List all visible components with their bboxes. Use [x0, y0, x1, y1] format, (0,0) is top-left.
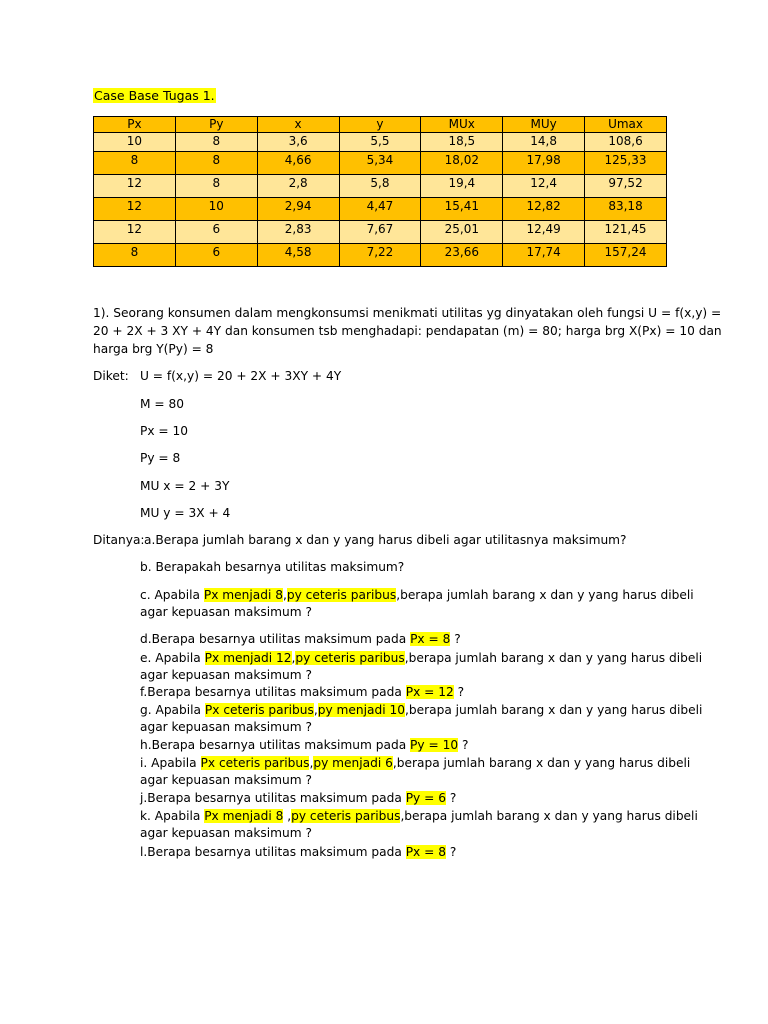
question-b: b. Berapakah besarnya utilitas maksimum? [140, 560, 405, 574]
question-c: c. Apabila Px menjadi 8,py ceteris paribus,berapa jumlah barang x dan y yang harus dibeli [140, 588, 694, 602]
table-cell: 5,34 [339, 152, 421, 175]
table-cell: 2,83 [257, 221, 339, 244]
table-cell: 23,66 [421, 244, 503, 267]
diket-item: U = f(x,y) = 20 + 2X + 3XY + 4Y [140, 369, 342, 383]
table-cell: 12 [94, 175, 176, 198]
header-y: y [339, 117, 421, 133]
ditanya-label: Ditanya: [93, 533, 145, 547]
question-d: d.Berapa besarnya utilitas maksimum pada Px = 8 ? [140, 632, 461, 646]
table-row [94, 198, 667, 221]
table-cell: 108,6 [585, 133, 667, 152]
problem-line-1: 1). Seorang konsumen dalam mengkonsumsi menikmati utilitas yg dinyatakan oleh fungsi U = f(x,y) = [93, 306, 722, 320]
header-px: Px [94, 117, 176, 133]
table-cell: 19,4 [421, 175, 503, 198]
header-umax: Umax [585, 117, 667, 133]
table-cell: 4,58 [257, 244, 339, 267]
table-cell: 10 [94, 133, 176, 152]
question-c-cont: agar kepuasan maksimum ? [140, 605, 312, 619]
table-cell: 125,33 [585, 152, 667, 175]
table-cell: 83,18 [585, 198, 667, 221]
table-cell: 4,66 [257, 152, 339, 175]
question-i-cont: agar kepuasan maksimum ? [140, 773, 312, 787]
header-muy: MUy [503, 117, 585, 133]
table-cell: 12,4 [503, 175, 585, 198]
table-cell: 12 [94, 198, 176, 221]
table-cell: 8 [175, 175, 257, 198]
header-py: Py [175, 117, 257, 133]
table-cell: 17,74 [503, 244, 585, 267]
problem-line-3: harga brg Y(Py) = 8 [93, 342, 214, 356]
question-e-cont: agar kepuasan maksimum ? [140, 668, 312, 682]
table-row [94, 244, 667, 267]
table-cell: 15,41 [421, 198, 503, 221]
table-cell: 2,8 [257, 175, 339, 198]
data-table [93, 116, 667, 267]
question-i: i. Apabila Px ceteris paribus,py menjadi 6,berapa jumlah barang x dan y yang harus dibeli [140, 756, 691, 770]
table-cell: 12,82 [503, 198, 585, 221]
question-e: e. Apabila Px menjadi 12,py ceteris paribus,berapa jumlah barang x dan y yang harus dibeli [140, 651, 703, 665]
diket-item: MU x = 2 + 3Y [140, 479, 230, 493]
table-cell: 12,49 [503, 221, 585, 244]
table-cell: 8 [94, 152, 176, 175]
diket-item: Px = 10 [140, 424, 189, 438]
question-g: g. Apabila Px ceteris paribus,py menjadi 10,berapa jumlah barang x dan y yang harus dibeli [140, 703, 703, 717]
problem-line-2: 20 + 2X + 3 XY + 4Y dan konsumen tsb menghadapi: pendapatan (m) = 80; harga brg X(Px) = 10 dan [93, 324, 722, 338]
table-row [94, 152, 667, 175]
table-cell: 157,24 [585, 244, 667, 267]
table-cell: 12 [94, 221, 176, 244]
diket-item: M = 80 [140, 397, 184, 411]
question-l: l.Berapa besarnya utilitas maksimum pada Px = 8 ? [140, 845, 457, 859]
question-j: j.Berapa besarnya utilitas maksimum pada Py = 6 ? [140, 791, 457, 805]
table-cell: 121,45 [585, 221, 667, 244]
table-row [94, 221, 667, 244]
table-row [94, 175, 667, 198]
question-k: k. Apabila Px menjadi 8 ,py ceteris paribus,berapa jumlah barang x dan y yang harus dibeli [140, 809, 698, 823]
question-g-cont: agar kepuasan maksimum ? [140, 720, 312, 734]
table-cell: 97,52 [585, 175, 667, 198]
table-cell: 2,94 [257, 198, 339, 221]
table-cell: 17,98 [503, 152, 585, 175]
header-x: x [257, 117, 339, 133]
table-cell: 7,22 [339, 244, 421, 267]
table-cell: 6 [175, 221, 257, 244]
table-cell: 5,8 [339, 175, 421, 198]
question-h: h.Berapa besarnya utilitas maksimum pada Py = 10 ? [140, 738, 469, 752]
table-header-row [94, 117, 667, 133]
table-cell: 5,5 [339, 133, 421, 152]
table-cell: 18,02 [421, 152, 503, 175]
table-cell: 6 [175, 244, 257, 267]
table-cell: 3,6 [257, 133, 339, 152]
document-title: Case Base Tugas 1. [94, 88, 215, 103]
question-f: f.Berapa besarnya utilitas maksimum pada Px = 12 ? [140, 685, 465, 699]
table-cell: 25,01 [421, 221, 503, 244]
diket-item: MU y = 3X + 4 [140, 506, 231, 520]
table-cell: 8 [175, 133, 257, 152]
table-row [94, 133, 667, 152]
table-cell: 7,67 [339, 221, 421, 244]
table-cell: 8 [94, 244, 176, 267]
diket-label: Diket: [93, 369, 129, 383]
table-cell: 18,5 [421, 133, 503, 152]
table-cell: 4,47 [339, 198, 421, 221]
header-mux: MUx [421, 117, 503, 133]
diket-item: Py = 8 [140, 451, 181, 465]
table-cell: 8 [175, 152, 257, 175]
question-a: a.Berapa jumlah barang x dan y yang harus dibeli agar utilitasnya maksimum? [144, 533, 627, 547]
table-cell: 14,8 [503, 133, 585, 152]
table-cell: 10 [175, 198, 257, 221]
question-k-cont: agar kepuasan maksimum ? [140, 826, 312, 840]
